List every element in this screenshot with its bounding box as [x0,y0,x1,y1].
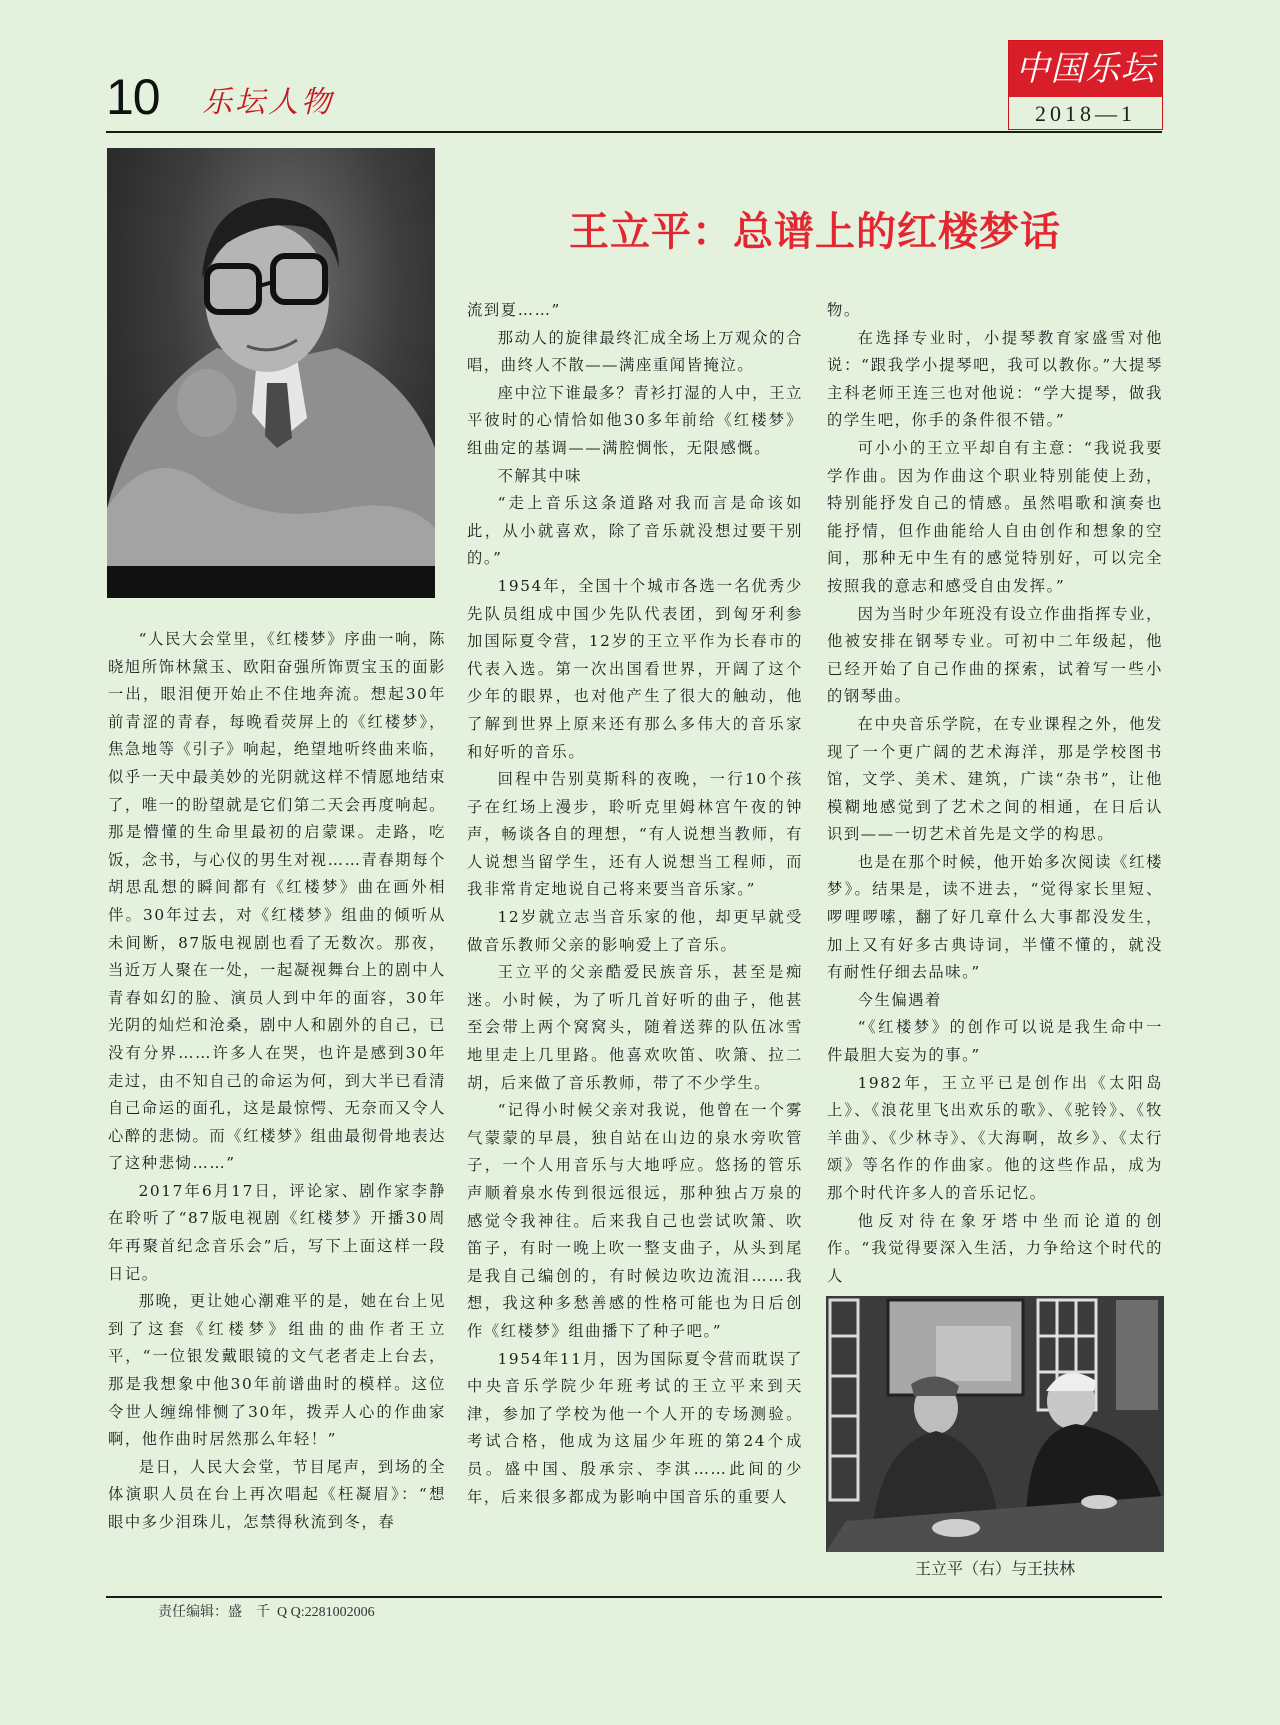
qq-number: 2281002006 [304,1605,375,1620]
article-column-middle [467,297,803,1511]
article-paragraph: 王立平的父亲酷爱民族音乐，甚至是痴迷。小时候，为了听几首好听的曲子，他甚至会带上两个窝窝头，随着送葬的队伍冰雪地里走上几里路。他喜欢吹笛、吹箫、拉二胡，后来做了音乐教师，带了不少学生。 [467,963,803,1092]
editor-label: 责任编辑： [158,1605,228,1620]
article-column-right [827,297,1163,1290]
article-paragraph: 物。 [827,301,861,319]
article-title: 王立平：总谱上的红楼梦话 [569,208,1061,255]
section-subheading: 不解其中味 [497,466,583,485]
magazine-logo [1008,40,1163,130]
article-paragraph: 那晚，更让她心潮难平的是，她在台上见到了这套《红楼梦》组曲的曲作者王立平，“一位银发戴眼镜的文气老者走上台去，那是我想象中他30年前谱曲时的模样。这位令世人缠绵悱恻了30年，拨弄人心的作曲家啊，他作曲时居然那么年轻！” [108,1292,446,1449]
article-paragraph: 2017年6月17日，评论家、剧作家李静在聆听了“87版电视剧《红楼梦》开播30周年再聚首纪念音乐会”后，写下上面这样一段日记。 [108,1181,446,1283]
article-paragraph: 1954年11月，因为国际夏令营而耽误了中央音乐学院少年班考试的王立平来到天津，参加了学校为他一个人开的专场测验。考试合格，他成为这届少年班的第24个成员。盛中国、殷承宗、李淇……此间的少年，后来很多都成为影响中国音乐的重要人 [467,1349,803,1506]
issue-number: 2018—1 [1035,101,1136,126]
footer-divider [106,1596,1162,1598]
interview-photo [826,1296,1164,1552]
section-name: 乐坛人物 [202,85,334,120]
article-paragraph: 在选择专业时，小提琴教育家盛雪对他说：“跟我学小提琴吧，我可以教你。”大提琴主科老师王连三也对他说：“学大提琴，做我的学生吧，你手的条件很不错。” [827,328,1163,430]
article-paragraph: “记得小时候父亲对我说，他曾在一个雾气蒙蒙的早晨，独自站在山边的泉水旁吹管子，一个人用音乐与大地呼应。悠扬的管乐声顺着泉水传到很远很远，那种独占万泉的感觉令我神往。后来我自己也尝试吹箫、吹笛子，有时一晚上吹一整支曲子，从头到尾是我自己编创的，有时候边吹边流泪……我想，我这种多愁善感的性格可能也为日后创作《红楼梦》组曲播下了种子吧。” [467,1101,803,1340]
article-paragraph: 1982年，王立平已是创作出《太阳岛上》、《浪花里飞出欢乐的歌》、《驼铃》、《牧羊曲》、《少林寺》、《大海啊，故乡》、《太行颂》等名作的作曲家。他的这些作品，成为那个时代许多人的音乐记忆。 [827,1073,1163,1202]
editor-credit [158,1603,375,1623]
article-paragraph: 可小小的王立平却自有主意：“我说我要学作曲。因为作曲这个职业特别能使上劲，特别能抒发自己的情感。虽然唱歌和演奏也能抒情，但作曲能给人自由创作和想象的空间，那种无中生有的感觉特别好，可以完全按照我的意志和感受自由发挥。” [827,438,1163,595]
photo-caption: 王立平（右）与王扶林 [914,1559,1075,1578]
article-paragraph: 流到夏……” [467,301,561,319]
article-paragraph: “走上音乐这条道路对我而言是命该如此，从小就喜欢，除了音乐就没想过要干别的。” [467,494,803,568]
page-number: 10 [106,69,160,125]
article-paragraph: 回程中告别莫斯科的夜晚，一行10个孩子在红场上漫步，聆听克里姆林宫午夜的钟声，畅谈各自的理想，“有人说想当教师，有人说想当留学生，还有人说想当工程师，而我非常肯定地说自己将来要当音乐家。” [467,770,803,899]
article-paragraph: 他反对待在象牙塔中坐而论道的创作。“我觉得要深入生活，力争给这个时代的人 [827,1211,1163,1285]
magazine-name: 中国乐坛 [1009,41,1162,97]
qq-label: Q Q: [277,1605,305,1620]
article-paragraph: 座中泣下谁最多？青衫打湿的人中，王立平彼时的心情恰如他30多年前给《红楼梦》组曲定的基调——满腔惆怅，无限感慨。 [467,383,803,457]
article-paragraph: 1954年，全国十个城市各选一名优秀少先队员组成中国少先队代表团，到匈牙利参加国际夏令营，12岁的王立平作为长春市的代表入选。第一次出国看世界，开阔了这个少年的眼界，也对他产生了很大的触动，他了解到世界上原来还有那么多伟大的音乐家和好听的音乐。 [467,576,803,761]
portrait-photo [107,148,435,598]
portrait-illustration-icon [107,148,435,598]
article-paragraph: 在中央音乐学院，在专业课程之外，他发现了一个更广阔的艺术海洋，那是学校图书馆，文学、美术、建筑，广读“杂书”，让他模糊地感觉到了艺术之间的相通，在日后认识到——一切艺术首先是文学的构思。 [827,714,1163,844]
article-paragraph: 也是在那个时候，他开始多次阅读《红楼梦》。结果是，读不进去，“觉得家长里短、啰哩啰嗦，翻了好几章什么大事都没发生，加上又有好多古典诗词，半懂不懂的，就没有耐性仔细去品味。” [827,852,1163,982]
article-paragraph: 是日，人民大会堂，节目尾声，到场的全体演职人员在台上再次唱起《枉凝眉》：“想眼中多少泪珠儿，怎禁得秋流到冬，春 [108,1457,446,1531]
section-subheading: 今生偏遇着 [857,990,943,1009]
article-paragraph: 因为当时少年班没有设立作曲指挥专业，他被安排在钢琴专业。可初中二年级起，他已经开始了自己作曲的探索，试着写一些小的钢琴曲。 [827,604,1163,706]
article-paragraph: 那动人的旋律最终汇成全场上万观众的合唱，曲终人不散——满座重闻皆掩泣。 [467,328,803,375]
article-column-left [108,626,446,1537]
header-divider [106,131,1162,133]
article-paragraph: 12岁就立志当音乐家的他，却更早就受做音乐教师父亲的影响爱上了音乐。 [467,908,803,954]
article-paragraph: “《红楼梦》的创作可以说是我生命中一件最胆大妄为的事。” [827,1018,1163,1065]
article-paragraph: “人民大会堂里，《红楼梦》序曲一响，陈晓旭所饰林黛玉、欧阳奋强所饰贾宝玉的面影一出，眼泪便开始止不住地奔流。想起30年前青涩的青春，每晚看荧屏上的《红楼梦》，焦急地等《引子》响起，绝望地听终曲来临，似乎一天中最美妙的光阴就这样不情愿地结束了，唯一的盼望就是它们第二天会再度响起。那是懵懂的生命里最初的启蒙课。走路，吃饭，念书，与心仪的男生对视……青春期每个胡思乱想的瞬间都有《红楼梦》曲在画外相伴。30年过去，对《红楼梦》组曲的倾听从未间断，87版电视剧也看了无数次。那夜，当近万人聚在一处，一起凝视舞台上的剧中人青春如幻的脸、演员人到中年的面容，30年光阴的灿烂和沧桑，剧中人和剧外的自己，已没有分界……许多人在哭，也许是感到30年走过，由不知自己的命运为何，到大半已看清自己命运的面孔，这是最惊愕、无奈而又令人心醉的悲恸。而《红楼梦》组曲最彻骨地表达了这种悲恸……” [108,630,446,1173]
two-men-photo-icon [826,1296,1164,1552]
editor-name: 盛 千 [228,1605,270,1620]
